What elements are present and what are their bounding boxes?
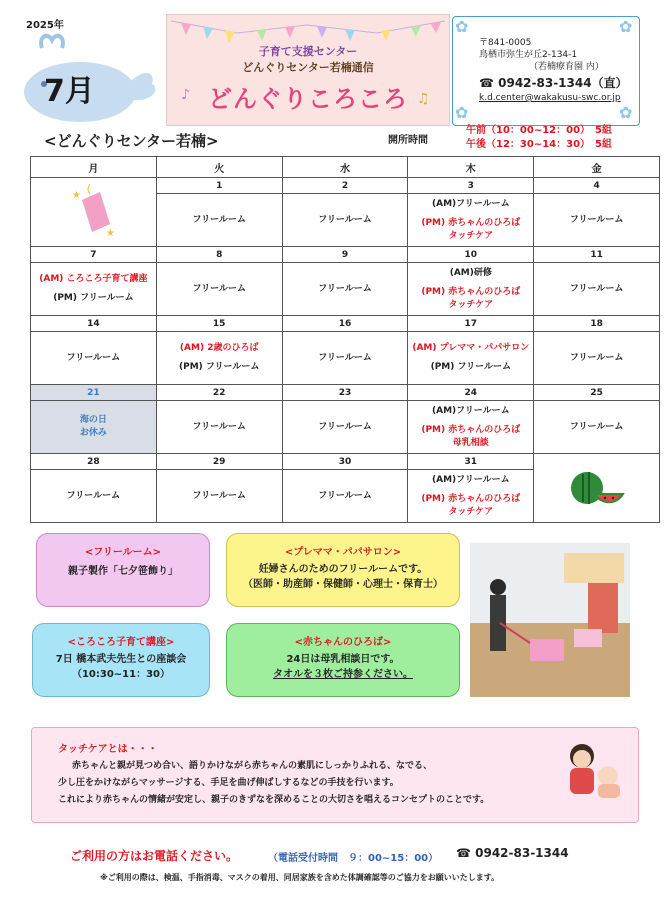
weekday-wed: 水 bbox=[282, 157, 408, 178]
event-label: (PM) フリールーム bbox=[53, 293, 134, 303]
prepapa-box bbox=[226, 533, 460, 607]
korokoro-desc-2: （10:30~11：30） bbox=[71, 669, 171, 680]
calendar-body bbox=[31, 178, 660, 523]
date-thu: 24 bbox=[408, 385, 534, 401]
event-label: (AM)フリールーム bbox=[431, 198, 510, 209]
free-room-title: <フリールーム> bbox=[84, 547, 162, 558]
event-label: フリールーム bbox=[192, 214, 246, 225]
events-cell-mon bbox=[31, 263, 157, 316]
events-cell-fri bbox=[534, 332, 660, 385]
hours-am: 午前（10：00~12：00） 5組 bbox=[466, 125, 613, 136]
event-label: タッチケア bbox=[448, 506, 494, 517]
date-thu: 17 bbox=[408, 316, 534, 332]
hours-label: 開所時間 bbox=[388, 135, 428, 146]
events-cell-tue bbox=[156, 194, 282, 247]
footer-phone: ☎ 0942-83-1344 bbox=[456, 846, 569, 860]
korokoro-title: <ころころ子育て講座> bbox=[67, 637, 175, 648]
events-cell-mon bbox=[31, 470, 157, 523]
month-title: 7月 bbox=[44, 74, 95, 109]
event-label: フリールーム bbox=[66, 490, 121, 501]
events-cell-wed bbox=[282, 263, 408, 316]
event-label: フリールーム bbox=[318, 352, 372, 363]
event-label: フリールーム bbox=[569, 421, 624, 432]
newsletter-banner bbox=[166, 14, 450, 126]
event-label: フリールーム bbox=[66, 352, 121, 363]
contact-phone: ☎ 0942-83-1344（直） bbox=[479, 76, 628, 90]
event-label: 母乳相談 bbox=[452, 437, 489, 448]
event-label: (AM)フリールーム bbox=[431, 474, 510, 485]
svg-text:★: ★ bbox=[106, 227, 116, 238]
event-label: (PM) 赤ちゃんのひろば bbox=[421, 217, 521, 228]
event-label: (PM) 赤ちゃんのひろば bbox=[421, 493, 521, 504]
playroom-photo bbox=[470, 543, 630, 697]
date-fri: 11 bbox=[534, 247, 660, 263]
hours-pm: 午後（12：30~14：30） 5組 bbox=[466, 139, 613, 150]
korokoro-box bbox=[32, 623, 210, 697]
date-row bbox=[31, 247, 660, 263]
footer-note: ご利用の方はお電話ください。 bbox=[70, 849, 239, 863]
date-thu: 31 bbox=[408, 454, 534, 470]
events-row bbox=[31, 401, 660, 454]
events-cell-fri bbox=[534, 401, 660, 454]
contact-facility: （若楠療育園 内） bbox=[529, 62, 604, 72]
event-label: フリールーム bbox=[318, 421, 372, 432]
events-cell-mon bbox=[31, 401, 157, 454]
event-label: 海の日 bbox=[79, 415, 107, 425]
events-cell-tue bbox=[156, 470, 282, 523]
touchcare-title: タッチケアとは・・・ bbox=[58, 744, 158, 755]
events-cell-wed bbox=[282, 470, 408, 523]
watermelon-icon bbox=[569, 464, 625, 510]
events-cell-wed bbox=[282, 401, 408, 454]
date-row bbox=[31, 316, 660, 332]
event-label: フリールーム bbox=[569, 214, 624, 225]
touchcare-panel bbox=[31, 727, 639, 823]
date-mon: 14 bbox=[31, 316, 157, 332]
contact-address: 鳥栖市弥生が丘2-134-1 bbox=[479, 50, 578, 60]
events-cell-thu bbox=[408, 470, 534, 523]
event-label: タッチケア bbox=[448, 299, 494, 310]
baby-box bbox=[226, 623, 460, 697]
flower-icon: ✿ bbox=[619, 17, 633, 36]
events-cell-thu bbox=[408, 332, 534, 385]
events-cell-wed bbox=[282, 332, 408, 385]
events-cell-tue bbox=[156, 401, 282, 454]
baby-desc-1: 24日は母乳相談日です。 bbox=[286, 654, 400, 665]
banner-line-2: どんぐりセンター若楠通信 bbox=[242, 61, 374, 74]
events-cell-fri bbox=[534, 263, 660, 316]
contact-box bbox=[452, 16, 640, 126]
event-label: (AM) 2歳のひろば bbox=[179, 343, 259, 353]
date-tue: 15 bbox=[156, 316, 282, 332]
events-cell-mon bbox=[31, 332, 157, 385]
prepapa-desc-2: （医師・助産師・保健師・心理士・保育士） bbox=[243, 579, 443, 590]
date-row bbox=[31, 454, 660, 470]
date-wed: 9 bbox=[282, 247, 408, 263]
date-fri: 4 bbox=[534, 178, 660, 194]
event-label: フリールーム bbox=[192, 283, 246, 294]
event-label: (PM) 赤ちゃんのひろば bbox=[421, 286, 521, 297]
events-cell-thu bbox=[408, 401, 534, 454]
tanabata-strip-icon bbox=[68, 184, 118, 238]
touchcare-line-2: 少し圧をかけながらマッサージする、手足を曲げ伸ばしするなどの手技を行います。 bbox=[58, 778, 399, 788]
weekday-mon: 月 bbox=[31, 157, 157, 178]
svg-text:★: ★ bbox=[72, 189, 82, 201]
date-mon: 28 bbox=[31, 454, 157, 470]
footer-fine-print: ※ご利用の際は、検温、手指消毒、マスクの着用、同居家族を含めた体調確認等のご協力をお願いいたします。 bbox=[100, 873, 500, 882]
contact-postal: 〒841-0005 bbox=[479, 38, 532, 48]
events-cell-tue bbox=[156, 263, 282, 316]
date-tue: 29 bbox=[156, 454, 282, 470]
event-label: フリールーム bbox=[569, 283, 624, 294]
calendar-table bbox=[30, 156, 660, 523]
date-wed: 23 bbox=[282, 385, 408, 401]
event-label: (AM) プレママ・パパサロン bbox=[412, 343, 530, 353]
event-label: (AM)研修 bbox=[449, 267, 492, 278]
korokoro-desc-1: 7日 橋本武夫先生との座談会 bbox=[55, 654, 187, 665]
events-cell-tue bbox=[156, 332, 282, 385]
date-mon: 7 bbox=[31, 247, 157, 263]
date-fri: 18 bbox=[534, 316, 660, 332]
date-wed: 30 bbox=[282, 454, 408, 470]
hours-block bbox=[466, 124, 612, 152]
event-label: フリールーム bbox=[318, 490, 372, 501]
events-row bbox=[31, 263, 660, 316]
date-fri: 25 bbox=[534, 385, 660, 401]
event-label: (PM) フリールーム bbox=[430, 362, 511, 372]
events-cell-thu bbox=[408, 263, 534, 316]
touchcare-body bbox=[58, 758, 558, 809]
flower-icon: ✿ bbox=[455, 17, 469, 36]
date-row bbox=[31, 385, 660, 401]
weekday-header-row bbox=[31, 157, 660, 178]
date-wed: 2 bbox=[282, 178, 408, 194]
events-cell-fri bbox=[534, 194, 660, 247]
free-room-desc: 親子製作「七夕笹飾り」 bbox=[68, 566, 178, 577]
banner-title: どんぐりころころ bbox=[208, 85, 408, 113]
event-label: フリールーム bbox=[192, 421, 246, 432]
date-thu: 10 bbox=[408, 247, 534, 263]
event-label: フリールーム bbox=[318, 214, 372, 225]
event-label: (AM) ころころ子育て講座 bbox=[39, 274, 148, 284]
tanabata-illustration-cell bbox=[31, 178, 157, 247]
event-label: お休み bbox=[79, 428, 107, 438]
date-thu: 3 bbox=[408, 178, 534, 194]
baby-title: <赤ちゃんのひろば> bbox=[294, 637, 392, 648]
prepapa-title: <プレママ・パパサロン> bbox=[284, 547, 402, 558]
touchcare-line-3: これにより赤ちゃんの情緒が安定し、親子のきずなを深めることの大切さを唱えるコンセプトのことです。 bbox=[58, 795, 490, 805]
bunting-decoration bbox=[167, 15, 449, 45]
event-label: フリールーム bbox=[569, 352, 624, 363]
touchcare-line-1: 赤ちゃんと親が見つめ合い、語りかけながら赤ちゃんの素肌にしっかりふれる、なでる、 bbox=[72, 761, 433, 771]
prepapa-desc-1: 妊婦さんのためのフリールームです。 bbox=[258, 564, 428, 575]
center-name: <どんぐりセンター若楠> bbox=[44, 132, 219, 150]
mother-baby-illustration bbox=[552, 736, 628, 806]
date-tue: 1 bbox=[156, 178, 282, 194]
contact-email[interactable]: k.d.center@wakakusu-swc.or.jp bbox=[479, 93, 621, 103]
events-cell-thu bbox=[408, 194, 534, 247]
event-label: フリールーム bbox=[192, 490, 246, 501]
free-room-box bbox=[36, 533, 210, 607]
date-row bbox=[31, 178, 660, 194]
date-mon: 21 bbox=[31, 385, 157, 401]
baby-desc-2: タオルを３枚ご持参ください。 bbox=[273, 669, 413, 680]
date-tue: 22 bbox=[156, 385, 282, 401]
event-label: タッチケア bbox=[448, 230, 494, 241]
weekday-thu: 木 bbox=[408, 157, 534, 178]
year-label: 2025年 bbox=[26, 20, 64, 31]
music-note-icon: ♫ bbox=[417, 91, 430, 107]
event-label: (PM) フリールーム bbox=[179, 362, 260, 372]
watermelon-illustration-cell bbox=[534, 454, 660, 523]
date-wed: 16 bbox=[282, 316, 408, 332]
events-cell-wed bbox=[282, 194, 408, 247]
event-label: (PM) 赤ちゃんのひろば bbox=[421, 424, 521, 435]
event-label: (AM)フリールーム bbox=[431, 405, 510, 416]
flower-icon: ✿ bbox=[455, 103, 469, 122]
weekday-tue: 火 bbox=[156, 157, 282, 178]
date-tue: 8 bbox=[156, 247, 282, 263]
music-note-icon: ♪ bbox=[181, 87, 190, 103]
banner-line-1: 子育て支援センター bbox=[258, 45, 358, 58]
footer-hours: （電話受付時間 ９：00~15：00） bbox=[268, 853, 439, 864]
flower-icon: ✿ bbox=[619, 103, 633, 122]
weekday-fri: 金 bbox=[534, 157, 660, 178]
event-label: フリールーム bbox=[318, 283, 372, 294]
events-row bbox=[31, 332, 660, 385]
